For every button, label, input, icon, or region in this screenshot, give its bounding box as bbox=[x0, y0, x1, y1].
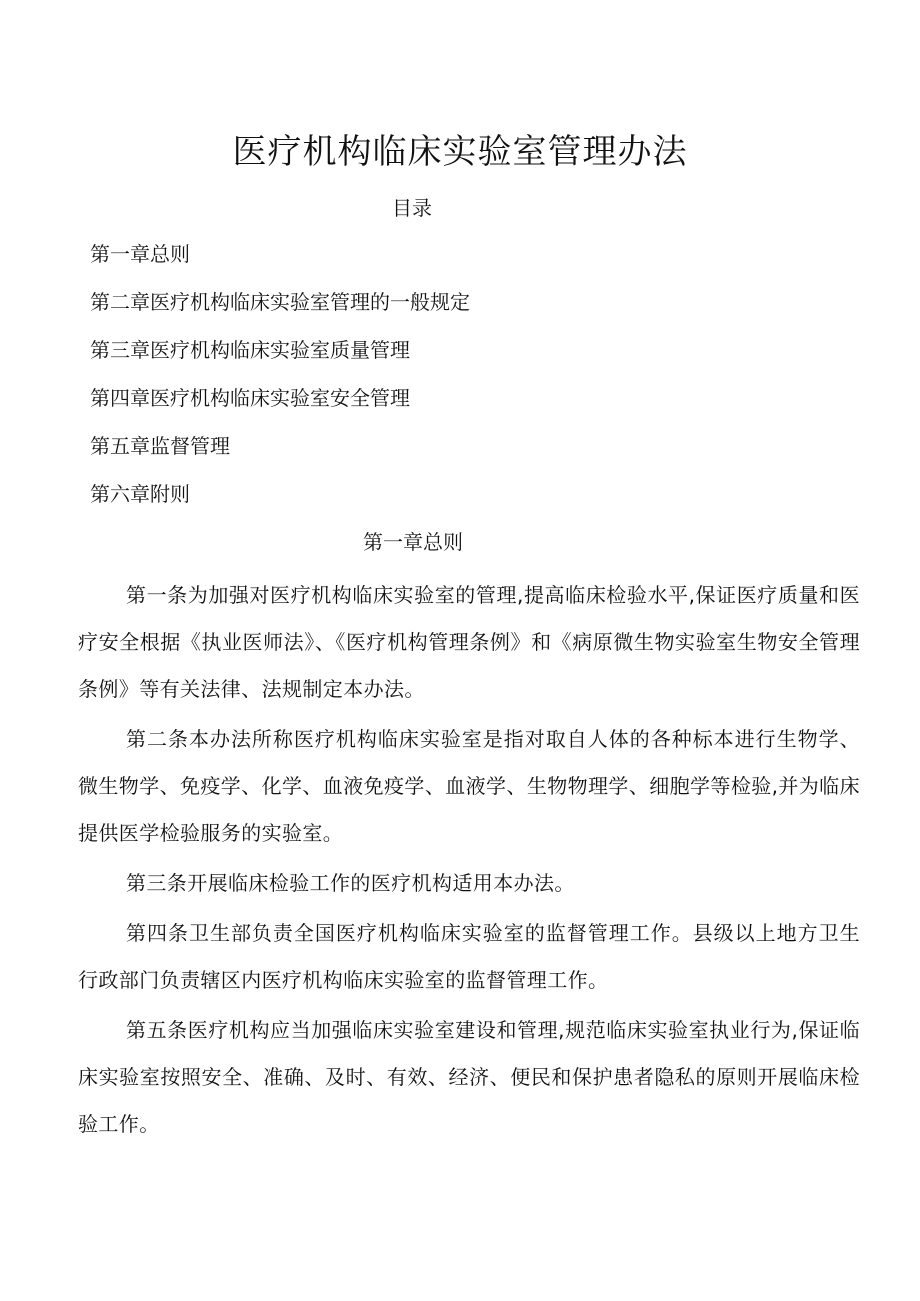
toc-item-chapter-6[interactable]: 第六章附则 bbox=[90, 482, 190, 506]
document-body bbox=[78, 572, 860, 1151]
chapter-heading: 第一章总则 bbox=[363, 530, 463, 554]
document-title: 医疗机构临床实验室管理办法 bbox=[232, 132, 688, 172]
toc-item-chapter-2[interactable]: 第二章医疗机构临床实验室管理的一般规定 bbox=[90, 290, 470, 314]
toc-item-chapter-1[interactable]: 第一章总则 bbox=[90, 242, 190, 266]
article-5-paragraph: 第五条医疗机构应当加强临床实验室建设和管理,规范临床实验室执业行为,保证临床实验室按照安全、准确、及时、有效、经济、便民和保护患者隐私的原则开展临床检验工作。 bbox=[78, 1018, 860, 1136]
table-of-contents bbox=[90, 240, 470, 528]
article-1-paragraph: 第一条为加强对医疗机构临床实验室的管理,提高临床检验水平,保证医疗质量和医疗安全根据《执业医师法》、《医疗机构管理条例》和《病原微生物实验室生物安全管理条例》等有关法律、法规制定本办法。 bbox=[78, 583, 860, 701]
toc-item-chapter-4[interactable]: 第四章医疗机构临床实验室安全管理 bbox=[90, 386, 410, 410]
toc-item-chapter-5[interactable]: 第五章监督管理 bbox=[90, 434, 230, 458]
article-3-paragraph: 第三条开展临床检验工作的医疗机构适用本办法。 bbox=[126, 871, 575, 895]
article-4-paragraph: 第四条卫生部负责全国医疗机构临床实验室的监督管理工作。县级以上地方卫生行政部门负责辖区内医疗机构临床实验室的监督管理工作。 bbox=[78, 921, 860, 992]
toc-item-chapter-3[interactable]: 第三章医疗机构临床实验室质量管理 bbox=[90, 338, 410, 362]
article-2-paragraph: 第二条本办法所称医疗机构临床实验室是指对取自人体的各种标本进行生物学、微生物学、免疫学、化学、血液免疫学、血液学、生物物理学、细胞学等检验,并为临床提供医学检验服务的实验室。 bbox=[78, 727, 860, 845]
toc-heading: 目录 bbox=[392, 196, 432, 220]
